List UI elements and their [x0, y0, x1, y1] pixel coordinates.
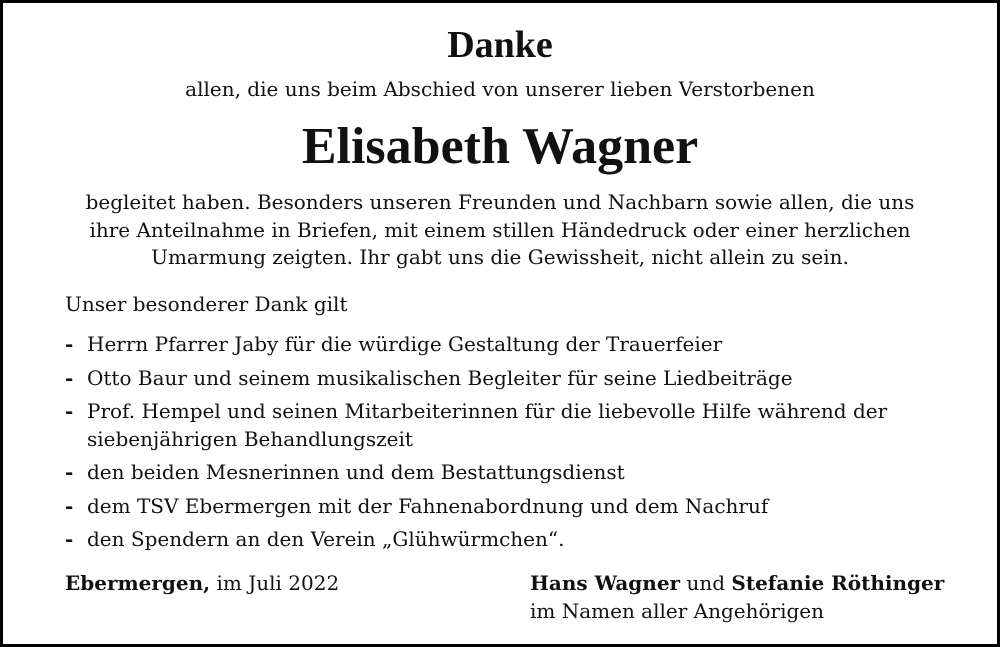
intro-line: allen, die uns beim Abschied von unserer lieben Verstorbenen: [185, 77, 815, 101]
list-item: [65, 493, 957, 521]
body-line-2: ihre Anteilnahme in Briefen, mit einem stillen Händedruck oder einer herzlichen: [89, 217, 911, 242]
list-item-text: Herrn Pfarrer Jaby für die würdige Gestaltung der Trauerfeier: [87, 332, 723, 356]
signer-1: Hans Wagner: [530, 571, 681, 595]
list-item: [65, 331, 957, 359]
body-line-3: Umarmung zeigten. Ihr gabt uns die Gewissheit, nicht allein zu sein.: [151, 245, 849, 269]
list-item-text: Prof. Hempel und seinen Mitarbeiterinnen für die liebevolle Hilfe während der siebenjährigen Behandlungszeit: [87, 399, 888, 451]
signers-note: im Namen aller Angehörigen: [530, 599, 825, 623]
dash-bullet: -: [65, 527, 74, 551]
list-item: [65, 398, 957, 453]
list-item-text: den Spendern an den Verein „Glühwürmchen“.: [87, 527, 565, 551]
date: im Juli 2022: [216, 571, 340, 595]
place-date: [65, 569, 339, 597]
thanks-list: [65, 331, 957, 560]
list-item: [65, 526, 957, 554]
list-item: [65, 459, 957, 487]
place: Ebermergen,: [65, 571, 211, 595]
dash-bullet: -: [65, 460, 74, 484]
notice-title: Danke: [447, 24, 553, 66]
list-item: [65, 365, 957, 393]
dash-bullet: -: [65, 493, 74, 518]
deceased-name: Elisabeth Wagner: [301, 118, 699, 175]
body-paragraph: [43, 189, 957, 272]
signers-line: [530, 569, 944, 597]
list-item-text: Otto Baur und seinem musikalischen Begleiter für seine Liedbeiträge: [87, 365, 793, 390]
thanks-lead: Unser besonderer Dank gilt: [65, 292, 348, 316]
body-line-1: begleitet haben. Besonders unseren Freunden und Nachbarn sowie allen, die uns: [85, 190, 915, 214]
dash-bullet: -: [65, 332, 74, 356]
signature-block: [530, 569, 944, 625]
dash-bullet: -: [65, 365, 74, 390]
list-item-text: dem TSV Ebermergen mit der Fahnenabordnung und dem Nachruf: [87, 493, 769, 518]
signer-2: Stefanie Röthinger: [731, 571, 945, 595]
dash-bullet: -: [65, 399, 74, 423]
signers-and: und: [686, 571, 726, 595]
list-item-text: den beiden Mesnerinnen und dem Bestattungsdienst: [87, 460, 625, 484]
